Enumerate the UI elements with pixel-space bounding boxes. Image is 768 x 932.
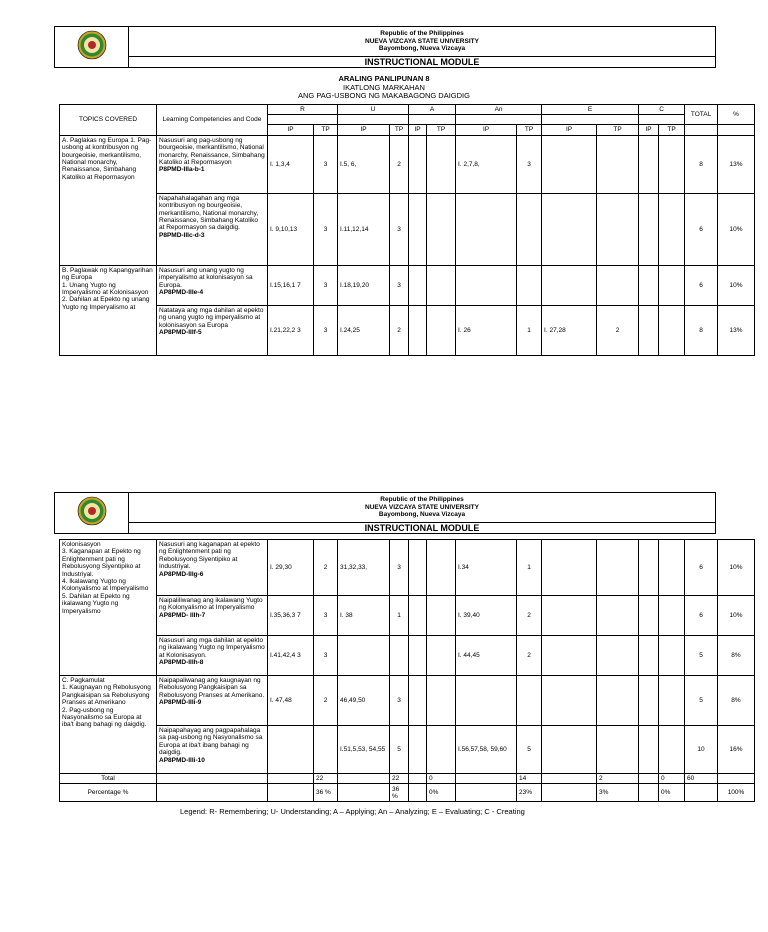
a-ip-cell [409,540,427,596]
u-tp-cell: 2 [390,305,409,355]
u-ip-cell: I.11,12,14 [338,193,390,265]
a-ip-cell [409,676,427,726]
a-ip-cell [409,265,427,305]
u-header: U [338,105,409,115]
competency-cell [157,193,268,265]
an-tp-cell [517,265,542,305]
competency-code: AP8PMD-IIIh-8 [159,659,204,667]
e-tp-cell [597,193,639,265]
percentage-e: 3% [597,784,639,802]
c-ip-cell [639,305,659,355]
c-ip-cell [639,676,659,726]
table-row [60,265,755,305]
r-ip-cell: I. 1,3,4 [268,135,314,193]
totals-an: 14 [517,774,542,784]
u-ip-cell: I.5, 6, [338,135,390,193]
a-tp-cell [427,636,456,676]
tp-header: TP [314,125,338,135]
percentage-total: 100% [718,784,755,802]
seal-icon [76,496,108,526]
e-ip-cell [542,193,597,265]
competency-cell [157,596,268,636]
seal-icon [76,30,108,60]
a-tp-cell [427,726,456,774]
percentage-r: 36 % [314,784,338,802]
r-tp-cell: 3 [314,265,338,305]
competency-text: Nasusuri ang pag-usbong ng bourgeoisie, merkantilismo, National monarchy, Renaissance, Simbahang Katoliko at Repormasyon [159,136,265,167]
exam-titles [0,75,768,101]
pct-cell: 10% [718,193,755,265]
an-tp-cell: 5 [517,726,542,774]
r-ip-cell: I. 29,30 [268,540,314,596]
r-tp-cell: 3 [314,596,338,636]
table-1-body [60,135,755,355]
totals-c: 0 [659,774,685,784]
r-tp-cell: 3 [314,193,338,265]
c-ip-cell [639,193,659,265]
competencies-header: Learning Competencies and Code [157,105,268,136]
tp-header: TP [659,125,685,135]
competency-code: AP8PMD-IIIi-10 [159,756,205,764]
pct-cell: 10% [718,265,755,305]
totals-u: 22 [390,774,409,784]
quarter-title: IKATLONG MARKAHAN [343,82,425,92]
e-tp-cell [597,636,639,676]
r-tp-cell: 2 [314,540,338,596]
c-tp-cell [659,135,685,193]
r-ip-cell: I. 47,48 [268,676,314,726]
tp-header: TP [517,125,542,135]
c-ip-cell [639,596,659,636]
module-title: INSTRUCTIONAL MODULE [129,57,716,68]
total-cell: 8 [685,135,718,193]
topic-cell: C. Pagkamulat 1. Kaugnayan ng Rebolusyong Pangkaisipan sa Rebolusyong Pranses at Amerikano 2. Pag-usbong ng Nasyonalismo sa Europa at iba't ibang bahagi ng daigdig. [60,676,157,774]
r-ip-cell: I.21,22,2 3 [268,305,314,355]
totals-row [60,774,755,784]
pct-cell: 10% [718,540,755,596]
e-tp-cell [597,135,639,193]
topic-cell: B. Paglawak ng Kapangyarihan ng Europa 1. Unang Yugto ng Imperyalismo at Kolonisasyon 2. Dahilan at Epekto ng unang Yugto ng Imperyalismo at [60,265,157,355]
a-tp-cell [427,135,456,193]
an-tp-cell [517,676,542,726]
an-tp-cell [517,193,542,265]
an-tp-cell: 1 [517,305,542,355]
e-tp-cell [597,676,639,726]
a-ip-cell [409,193,427,265]
totals-r: 22 [314,774,338,784]
a-ip-cell [409,636,427,676]
ip-header: IP [338,125,390,135]
c-tp-cell [659,596,685,636]
pct-cell: 13% [718,135,755,193]
specification-table-2 [59,539,755,802]
table-2-body [60,540,755,802]
an-tp-cell: 3 [517,135,542,193]
ip-header: IP [456,125,517,135]
totals-total: 60 [685,774,718,784]
module-title: INSTRUCTIONAL MODULE [129,523,716,534]
pct-cell: 13% [718,305,755,355]
e-ip-cell: I. 27,28 [542,305,597,355]
tp-header: TP [427,125,456,135]
topic-cell: A. Paglakas ng Europa 1. Pag-usbong at kontribusyon ng bourgeoisie, merkantilismo, National monarchy, Renaissance, Simbahang Katoliko at Repormasyon [60,135,157,265]
tp-header: TP [597,125,639,135]
competency-code: AP8PMD-IIIi-9 [159,699,202,707]
e-ip-cell [542,135,597,193]
a-tp-cell [427,305,456,355]
r-header: R [268,105,338,115]
a-tp-cell [427,596,456,636]
ip-header: IP [639,125,659,135]
competency-code: P8PMD-IIIc-d-3 [159,231,205,239]
total-cell: 6 [685,265,718,305]
e-tp-cell [597,540,639,596]
competency-cell [157,135,268,193]
u-ip-cell: I.24,25 [338,305,390,355]
university-location: Bayombong, Nueva Vizcaya [378,511,466,519]
an-tp-cell: 2 [517,596,542,636]
r-ip-cell: I.41,42,4 3 [268,636,314,676]
an-ip-cell: I. 44,45 [456,636,517,676]
u-tp-cell: 2 [390,135,409,193]
an-ip-cell: I. 26 [456,305,517,355]
e-ip-cell [542,540,597,596]
pct-cell: 8% [718,636,755,676]
a-tp-cell [427,540,456,596]
a-tp-cell [427,676,456,726]
c-header: C [639,105,685,115]
c-tp-cell [659,540,685,596]
empty-cell [685,784,718,802]
topics-header: TOPICS COVERED [60,105,157,136]
u-ip-cell [338,636,390,676]
u-tp-cell: 3 [390,265,409,305]
republic-line: Republic of the Philippines [380,496,464,504]
total-cell: 6 [685,193,718,265]
competency-text: Naipaliliwanag ang ikalawang Yugto ng Kolonyalismo at Imperyalismo [159,597,263,612]
total-cell: 5 [685,636,718,676]
r-ip-cell: I.35,36,3 7 [268,596,314,636]
c-ip-cell [639,726,659,774]
table-row [60,135,755,193]
topic-cell: Kolonisasyon 3. Kaganapan at Epekto ng Enlightenment pati ng Rebolusyong Siyentipiko at Industriyal. 4. Ikalawang Yugto ng Kolonyalismo at Imperyalismo 5. Dahilan at Epekto ng ikalawang Yugto ng Imperyalismo [60,540,157,676]
percentage-row [60,784,755,802]
ip-header: IP [409,125,427,135]
totals-a: 0 [427,774,456,784]
e-tp-cell [597,596,639,636]
total-cell: 8 [685,305,718,355]
u-ip-cell: I.18,19,20 [338,265,390,305]
competency-text: Nasusuri ang unang yugto ng imperyalismo at kolonisasyon sa Europa. [159,266,253,289]
competency-cell [157,676,268,726]
e-ip-cell [542,676,597,726]
percentage-an: 23% [517,784,542,802]
specification-table-1 [59,104,755,356]
competency-text: Nasusuri ang kaganapan at epekto ng Enlightenment pati ng Rebolusyong Siyentipiko at Industriyal. [159,541,260,571]
pct-header: % [718,105,755,125]
table-row [60,636,755,676]
module-header-2 [54,492,716,534]
competency-text: Nasusuri ang mga dahilan at epekto ng ikalawang Yugto ng Imperyalismo at Kolonisasyon. [159,637,265,659]
totals-e: 2 [597,774,639,784]
university-name: NUEVA VIZCAYA STATE UNIVERSITY [365,503,479,511]
total-cell: 6 [685,596,718,636]
competency-code: AP8PMD-IIIg-6 [159,570,204,578]
a-ip-cell [409,135,427,193]
u-tp-cell: 3 [390,676,409,726]
e-ip-cell [542,265,597,305]
r-tp-cell: 3 [314,305,338,355]
r-ip-cell [268,726,314,774]
c-ip-cell [639,540,659,596]
an-ip-cell [456,676,517,726]
table-row [60,596,755,636]
percentage-a: 0% [427,784,456,802]
c-tp-cell [659,676,685,726]
an-ip-cell [456,265,517,305]
an-ip-cell: I. 2,7,8, [456,135,517,193]
competency-code: AP8PMD-IIIf-5 [159,329,202,337]
e-header: E [542,105,639,115]
republic-line: Republic of the Philippines [380,30,464,38]
e-tp-cell: 2 [597,305,639,355]
competency-code: P8PMD-IIIa-b-1 [159,166,205,174]
e-tp-cell [597,265,639,305]
an-ip-cell [456,193,517,265]
e-ip-cell [542,726,597,774]
c-ip-cell [639,265,659,305]
r-tp-cell: 3 [314,135,338,193]
competency-cell [157,265,268,305]
r-tp-cell: 2 [314,676,338,726]
r-tp-cell: 3 [314,636,338,676]
competency-text: Naipapaliwanag ang kaugnayan ng Rebolusyong Pangkaisipan sa Rebolusyong Pranses at Amerikano. [159,677,265,699]
percentage-label: Percentage % [60,784,157,802]
u-ip-cell: 46,49,50 [338,676,390,726]
a-ip-cell [409,305,427,355]
percentage-c: 0% [659,784,685,802]
legend: Legend: R- Remembering; U- Understanding; A – Applying; An – Analyzing; E – Evaluating; C - Creating [180,807,525,816]
a-tp-cell [427,193,456,265]
subject-title: ARALING PANLIPUNAN 8 [338,74,430,83]
c-tp-cell [659,726,685,774]
competency-cell [157,726,268,774]
c-tp-cell [659,636,685,676]
tp-header: TP [390,125,409,135]
competency-text: Napahahalagahan ang mga kontribusyon ng bourgeoisie, merkantilismo, National monarchy, Renaissance, Simbahang Katoliko at Repormasyon sa daigdig. [159,194,259,232]
ip-header: IP [268,125,314,135]
competency-text: Natataya ang mga dahilan at epekto ng unang yugto ng imperyalismo at kolonisasyon sa Europa [159,306,264,329]
total-cell: 10 [685,726,718,774]
u-ip-cell: 31,32,33, [338,540,390,596]
table-row [60,193,755,265]
university-seal [55,27,129,68]
totals-label: Total [60,774,157,784]
u-tp-cell: 3 [390,193,409,265]
u-ip-cell: I. 38 [338,596,390,636]
an-header: An [456,105,542,115]
u-tp-cell [390,636,409,676]
table-row [60,540,755,596]
an-ip-cell: I. 39,40 [456,596,517,636]
total-cell: 5 [685,676,718,726]
an-ip-cell: I.56,57,58, 59,60 [456,726,517,774]
e-ip-cell [542,636,597,676]
u-tp-cell: 3 [390,540,409,596]
an-ip-cell: I.34 [456,540,517,596]
competency-code: AP8PMD- IIIh-7 [159,611,206,619]
c-tp-cell [659,265,685,305]
university-seal [55,493,129,534]
ip-header: IP [542,125,597,135]
competency-cell [157,636,268,676]
university-name: NUEVA VIZCAYA STATE UNIVERSITY [365,37,479,45]
r-ip-cell: I.15,16,1 7 [268,265,314,305]
a-tp-cell [427,265,456,305]
university-location: Bayombong, Nueva Vizcaya [378,45,466,53]
theme-title: ANG PAG-USBONG NG MAKABAGONG DAIGDIG [298,91,470,100]
r-tp-cell [314,726,338,774]
percentage-u: 36 % [390,784,409,802]
an-tp-cell: 2 [517,636,542,676]
c-tp-cell [659,305,685,355]
pct-cell: 8% [718,676,755,726]
table-row [60,676,755,726]
u-tp-cell: 5 [390,726,409,774]
a-ip-cell [409,596,427,636]
pct-cell: 10% [718,596,755,636]
table-row [60,726,755,774]
total-cell: 6 [685,540,718,596]
u-ip-cell: I.51,5,53, 54,55 [338,726,390,774]
total-header: TOTAL [685,105,718,125]
competency-cell [157,305,268,355]
r-ip-cell: I. 9,10,13 [268,193,314,265]
c-tp-cell [659,193,685,265]
competency-cell [157,540,268,596]
an-tp-cell: 1 [517,540,542,596]
e-tp-cell [597,726,639,774]
e-ip-cell [542,596,597,636]
c-ip-cell [639,135,659,193]
c-ip-cell [639,636,659,676]
table-row [60,305,755,355]
pct-cell: 16% [718,726,755,774]
module-header-1 [54,26,716,68]
a-ip-cell [409,726,427,774]
a-header: A [409,105,456,115]
competency-text: Naipapahayag ang pagpapahalaga sa pag-usbong ng Nasyonalismo sa Europa at iba't ibang bahagi ng daigdig. [159,727,263,757]
competency-code: AP8PMD-IIIe-4 [159,289,204,297]
u-tp-cell: 1 [390,596,409,636]
